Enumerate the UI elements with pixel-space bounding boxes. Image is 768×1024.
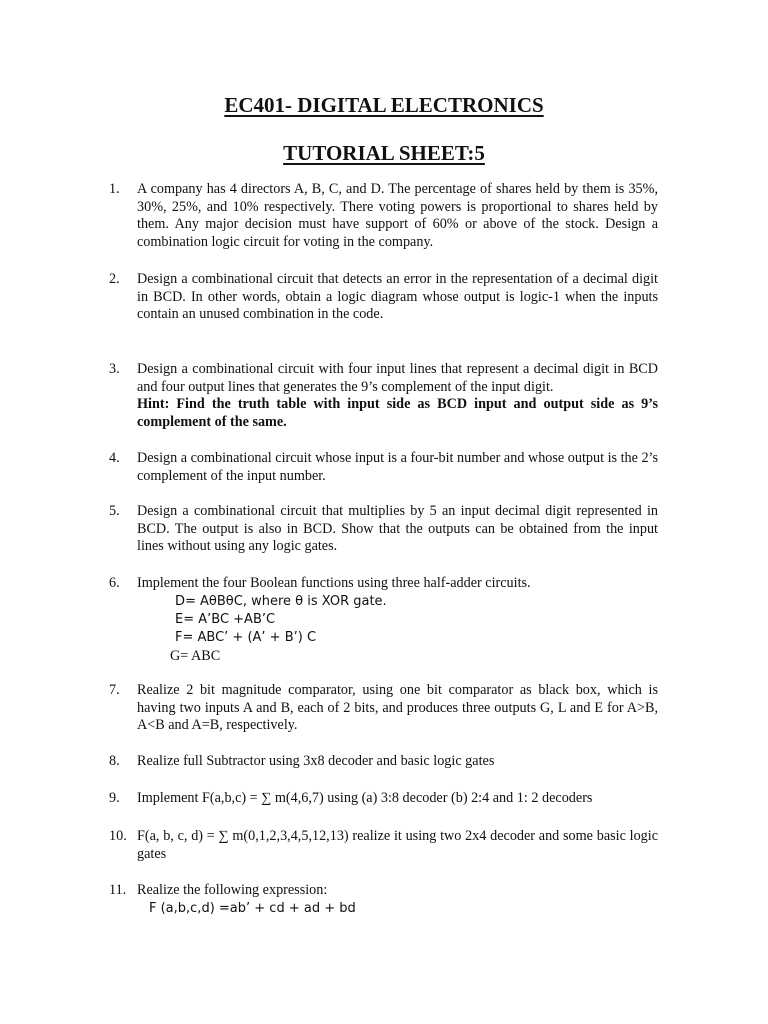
course-title: EC401- DIGITAL ELECTRONICS bbox=[224, 93, 544, 117]
question-number: 11. bbox=[109, 882, 127, 898]
question-6 bbox=[109, 575, 658, 665]
question-1 bbox=[109, 181, 658, 251]
question-2 bbox=[109, 271, 658, 324]
question-7 bbox=[109, 682, 658, 735]
question-number: 1. bbox=[109, 181, 120, 197]
question-number: 4. bbox=[109, 450, 120, 466]
question-11 bbox=[109, 882, 658, 918]
question-text: F(a, b, c, d) = ∑ m(0,1,2,3,4,5,12,13) realize it using two 2x4 decoder and some basic logic gates bbox=[137, 828, 658, 862]
question-10 bbox=[109, 828, 658, 863]
question-text: Realize full Subtractor using 3x8 decoder and basic logic gates bbox=[137, 753, 495, 769]
question-number: 2. bbox=[109, 271, 120, 287]
question-number: 9. bbox=[109, 790, 120, 806]
question-text: Design a combinational circuit whose input is a four-bit number and whose output is the 2’s complement of the input number. bbox=[137, 450, 659, 484]
question-number: 3. bbox=[109, 361, 120, 377]
question-text: Design a combinational circuit that detects an error in the representation of a decimal digit in BCD. In other words, obtain a logic diagram whose output is logic-1 when the inputs contain an unused combination in the code. bbox=[137, 271, 658, 322]
question-text: Implement F(a,b,c) = ∑ m(4,6,7) using (a) 3:8 decoder (b) 2:4 and 1: 2 decoders bbox=[137, 790, 593, 806]
question-8 bbox=[109, 753, 658, 771]
question-9 bbox=[109, 790, 658, 808]
question-number: 7. bbox=[109, 682, 120, 698]
question-text: A company has 4 directors A, B, C, and D. The percentage of shares held by them is 35%, 30%, 25%, and 10% respectively. There voting powers is proportional to shares held by them. Any major decision must have support of 60% or above of the stock. Design a combination logic circuit for voting in the company. bbox=[137, 181, 658, 250]
function-e: E= A’BC +AB’C bbox=[175, 611, 276, 627]
question-text: Implement the four Boolean functions using three half-adder circuits. bbox=[137, 575, 531, 591]
question-3 bbox=[109, 361, 658, 431]
question-number: 5. bbox=[109, 503, 120, 519]
expression: F (a,b,c,d) =ab’ + cd + ad + bd bbox=[149, 900, 356, 916]
function-g: G= ABC bbox=[170, 647, 221, 664]
question-number: 8. bbox=[109, 753, 120, 769]
sheet-title: TUTORIAL SHEET:5 bbox=[283, 141, 485, 165]
question-text: Realize the following expression: bbox=[137, 882, 328, 898]
question-text: Design a combinational circuit with four input lines that represent a decimal digit in BCD and four output lines that generates the 9’s complement of the input digit. bbox=[137, 361, 658, 395]
question-number: 6. bbox=[109, 575, 120, 591]
question-hint: Hint: Find the truth table with input side as BCD input and output side as 9’s complement of the same. bbox=[137, 396, 658, 430]
question-number: 10. bbox=[109, 828, 127, 844]
question-5 bbox=[109, 503, 658, 556]
function-d: D= AθBθC, where θ is XOR gate. bbox=[175, 593, 387, 609]
question-text: Design a combinational circuit that multiplies by 5 an input decimal digit represented in BCD. The output is also in BCD. Show that the outputs can be obtained from the input lines without using any logic gates. bbox=[137, 503, 658, 554]
function-f: F= ABC’ + (A’ + B’) C bbox=[175, 629, 317, 645]
question-4 bbox=[109, 450, 659, 485]
question-text: Realize 2 bit magnitude comparator, using one bit comparator as black box, which is having two inputs A and B, each of 2 bits, and produces three outputs G, L and E for A>B, A<B and A=B, respectively. bbox=[137, 682, 658, 733]
